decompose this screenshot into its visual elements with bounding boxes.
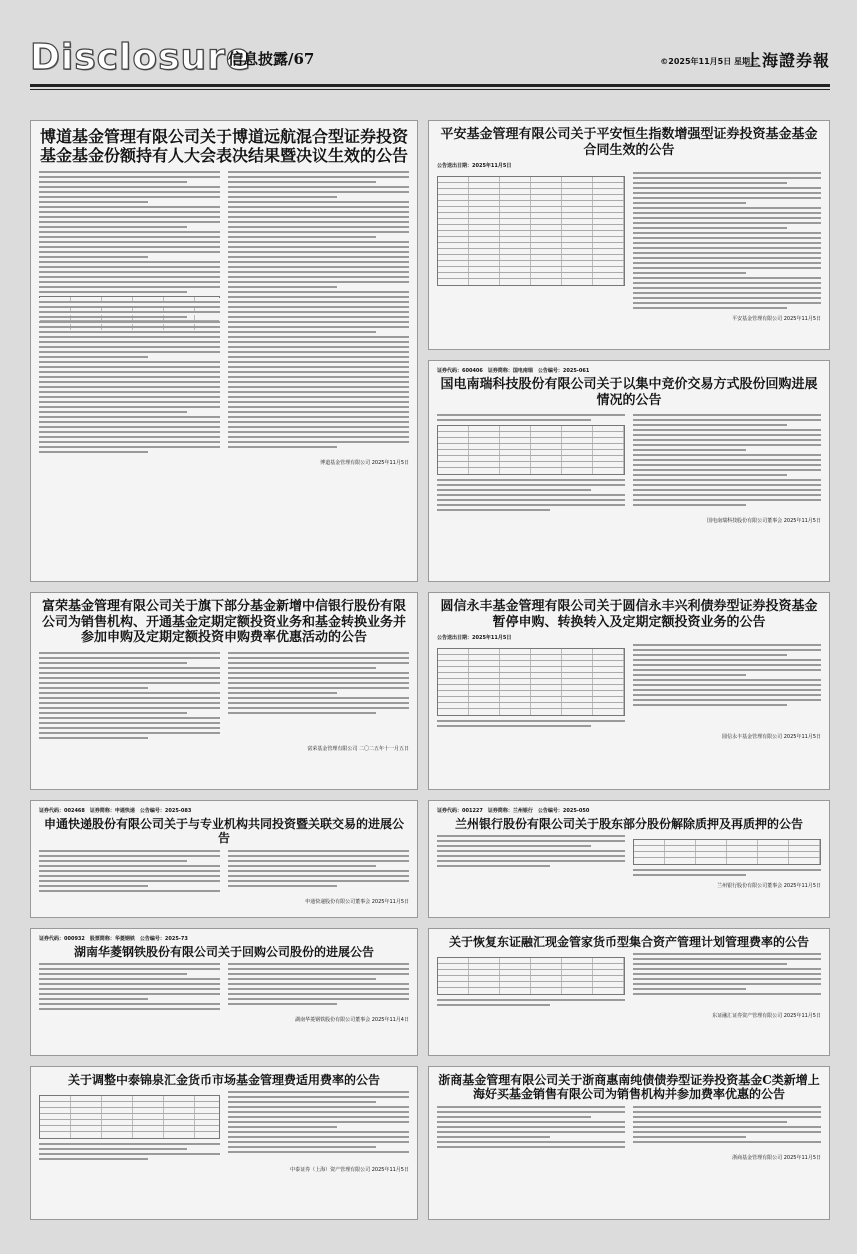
notice-signature: 平安基金管理有限公司 2025年11月5日 [732, 316, 821, 323]
notice-code-line: 证券代码：000932 股票简称：华菱钢铁 公告编号：2025-73 [39, 936, 188, 942]
notice-signature: 兰州银行股份有限公司董事会 2025年11月5日 [717, 883, 821, 890]
notice-title: 富荣基金管理有限公司关于旗下部分基金新增中信银行股份有限公司为销售机构、开通基金定期定额投资业务和基金转换业务并参加申购及定期定额投资申购费率优惠活动的公告 [41, 599, 406, 646]
notice-body-col [633, 953, 821, 1009]
notice-zheshang [428, 1066, 830, 1220]
notice-body-col [437, 172, 625, 312]
notice-body-col [633, 644, 821, 730]
notice-date-line: 公告送出日期：2025年11月5日 [437, 635, 512, 642]
notice-bodao [30, 120, 418, 582]
notice-body-col [437, 835, 625, 879]
notice-signature: 湖南华菱钢铁股份有限公司董事会 2025年11月4日 [295, 1017, 409, 1024]
notice-title: 关于调整中泰锦泉汇金货币市场基金管理费适用费率的公告 [67, 1073, 380, 1087]
fund-table [39, 1095, 220, 1139]
pledge-table [633, 839, 821, 865]
notice-pingan [428, 120, 830, 350]
notice-zhongtai [30, 1066, 418, 1220]
buyback-table [437, 425, 625, 475]
disclosure-brand: Disclosure [30, 37, 252, 78]
notice-body-col [633, 414, 821, 514]
notice-sto [30, 800, 418, 918]
notice-body-col [39, 963, 220, 1013]
masthead [30, 38, 830, 82]
notice-title: 博道基金管理有限公司关于博道远航混合型证券投资基金基金份额持有人大会表决结果暨决议生效的公告 [39, 127, 408, 166]
section-title: 信息披露/67 [228, 50, 315, 68]
fee-table [437, 957, 625, 995]
notice-title: 湖南华菱钢铁股份有限公司关于回购公司股份的进展公告 [73, 945, 374, 959]
notice-body [437, 644, 821, 730]
notice-body [39, 171, 409, 456]
notice-title: 申通快递股份有限公司关于与专业机构共同投资暨关联交易的进展公告 [43, 817, 404, 846]
notice-body-col [39, 850, 220, 895]
notice-signature: 中泰证券（上海）资产管理有限公司 2025年11月5日 [290, 1167, 409, 1174]
notice-furong [30, 592, 418, 790]
notice-title: 国电南瑞科技股份有限公司关于以集中竞价交易方式股份回购进展情况的公告 [440, 377, 818, 408]
notice-body [437, 414, 821, 514]
notice-signature: 圆信永丰基金管理有限公司 2025年11月5日 [722, 734, 821, 741]
notice-body [39, 963, 409, 1013]
notice-body-col [228, 171, 409, 456]
notice-title: 平安基金管理有限公司关于平安恒生指数增强型证券投资基金基金合同生效的公告 [440, 127, 818, 158]
suspension-table [437, 648, 625, 716]
header-rule-thin [30, 89, 830, 90]
notice-dongzheng [428, 928, 830, 1056]
notice-date-line: 公告送出日期：2025年11月5日 [437, 163, 512, 170]
notice-body [437, 835, 821, 879]
notice-nari [428, 360, 830, 582]
notice-signature: 国电南瑞科技股份有限公司董事会 2025年11月5日 [707, 518, 821, 525]
notice-body-col [437, 414, 625, 514]
notice-title: 浙商基金管理有限公司关于浙商惠南纯债债券型证券投资基金C类新增上海好买基金销售有限公司为销售机构并参加费率优惠的公告 [438, 1073, 820, 1102]
notice-body-col [633, 835, 821, 879]
notice-title: 兰州银行股份有限公司关于股东部分股份解除质押及再质押的公告 [454, 817, 803, 831]
notice-signature: 申通快递股份有限公司董事会 2025年11月5日 [305, 898, 409, 905]
notice-body-col [633, 172, 821, 312]
notice-body-col [228, 652, 409, 742]
header-rule [30, 84, 830, 87]
notice-body-col [39, 1091, 220, 1163]
notice-valin-steel [30, 928, 418, 1056]
notice-lanzhou-bank [428, 800, 830, 918]
issue-date: ©2025年11月5日 星期三 [660, 57, 758, 66]
notice-body [437, 172, 821, 312]
notice-body-col [39, 652, 220, 742]
notice-signature: 富荣基金管理有限公司 二〇二五年十一月五日 [307, 745, 409, 752]
notice-body-col [39, 171, 220, 456]
fund-info-table [437, 176, 625, 286]
newspaper-logo: 上海證券報 [744, 51, 830, 70]
notice-body-col [437, 953, 625, 1009]
notice-code-line: 证券代码：002468 证券简称：申通快递 公告编号：2025-083 [39, 808, 192, 814]
notice-body [39, 1091, 409, 1163]
notice-signature: 博道基金管理有限公司 2025年11月5日 [320, 460, 409, 467]
notice-code-line: 证券代码：001227 证券简称：兰州银行 公告编号：2025-050 [437, 808, 590, 814]
notice-yuanxin [428, 592, 830, 790]
notice-body-col [437, 1106, 625, 1151]
notice-body-col [228, 850, 409, 895]
notice-signature: 浙商基金管理有限公司 2025年11月5日 [732, 1154, 821, 1161]
notice-code-line: 证券代码：600406 证券简称：国电南瑞 公告编号：2025-061 [437, 368, 590, 374]
notice-title: 关于恢复东证融汇现金管家货币型集合资产管理计划管理费率的公告 [448, 935, 809, 949]
notice-body [39, 652, 409, 742]
notice-body [437, 1106, 821, 1151]
vote-table [39, 296, 220, 298]
notice-body-col [437, 644, 625, 730]
notice-body-col [228, 1091, 409, 1163]
notice-body-col [633, 1106, 821, 1151]
notice-title: 圆信永丰基金管理有限公司关于圆信永丰兴利债券型证券投资基金暂停申购、转换转入及定期定额投资业务的公告 [440, 599, 818, 630]
notice-body [39, 850, 409, 895]
notice-signature: 东证融汇证券资产管理有限公司 2025年11月5日 [712, 1013, 821, 1020]
notice-body [437, 953, 821, 1009]
notice-body-col [228, 963, 409, 1013]
